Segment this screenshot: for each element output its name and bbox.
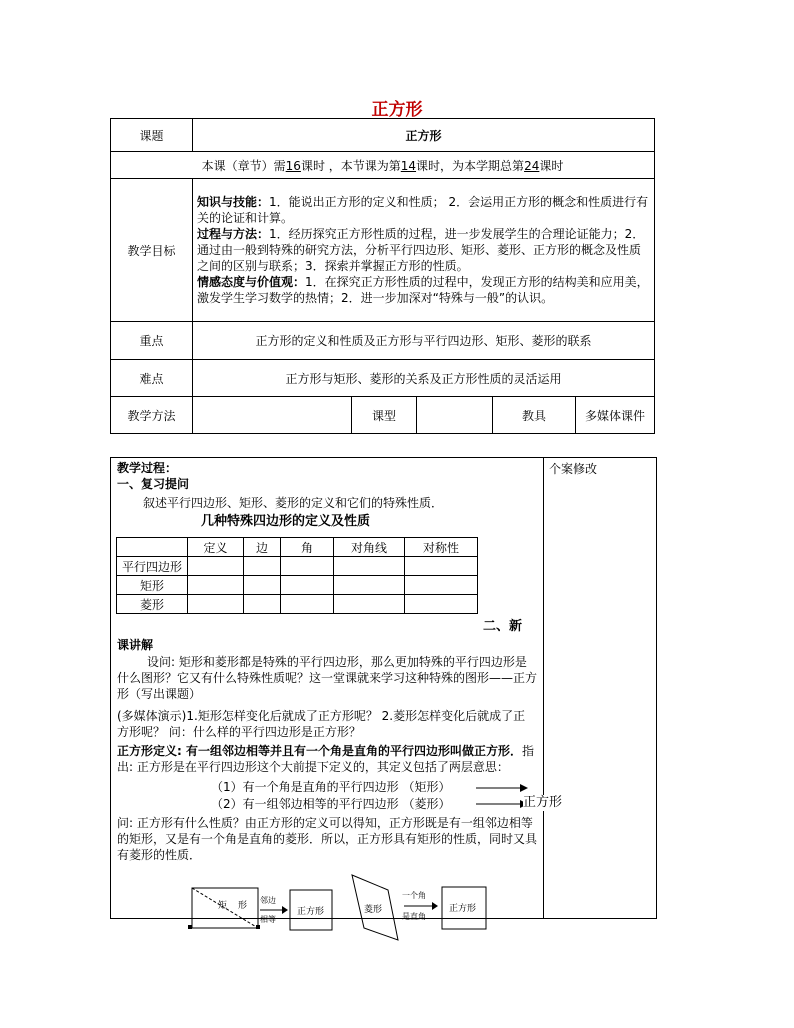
- quadrilateral-table: [116, 537, 478, 614]
- document-title: 正方形: [371, 100, 423, 120]
- difficult-value: 正方形与矩形、菱形的关系及正方形性质的灵活运用: [193, 360, 655, 397]
- teaching-process-box: [110, 457, 657, 919]
- section2-heading-b: 课讲解: [117, 638, 154, 652]
- revision-note-label: 个案修改: [549, 462, 598, 476]
- key-value: 正方形的定义和性质及正方形与平行四边形、矩形、菱形的联系: [193, 322, 655, 360]
- transformation-diagram: [180, 870, 500, 945]
- property-paragraph: 问: 正方形有什么性质？由正方形的定义可以得知，正方形既是有一组邻边相等的矩形，又是有一个角是直角的菱形．所以，正方形具有矩形的性质，同时又具有菱形的性质．: [117, 816, 538, 862]
- question-paragraph: 设问: 矩形和菱形都是特殊的平行四边形，那么更加特殊的平行四边形是什么图形？它又有什么特殊性质呢？这一堂课就来学习这种特殊的图形——正方形（写出课题）: [117, 655, 538, 701]
- quad-header-empty: [117, 538, 188, 557]
- type-label: 课型: [352, 397, 417, 434]
- quad-header-symmetry: 对称性: [405, 538, 478, 557]
- square1-label: 正方形: [297, 907, 325, 917]
- objectives-text: 知识与技能：1．能说出正方形的定义和性质； 2．会运用正方形的概念和性质进行有关的论证和计算。 过程与方法：1．经历探究正方形性质的过程，进一步发展学生的合理论证能力；2．通过由一般到特殊的研究方法，分析平行四边形、矩形、菱形、正方形的概念及性质之间的区别与联系；3．探索并掌握正方形的性质。 情感态度与价值观：1．在探究正方形性质的过程中，发现正方形的结构美和应用美，激发学生学习数学的热情；2．进一步加深对“特殊与一般”的认识。: [193, 179, 655, 322]
- rectangle-to-square: [188, 888, 332, 930]
- square-label: 正方形: [523, 795, 563, 810]
- quad-header-angle: 角: [281, 538, 334, 557]
- rhombus-to-square: [352, 875, 486, 940]
- meaning-2: （2）有一组邻边相等的平行四边形 （菱形）: [211, 797, 451, 811]
- arrow2-top: 一个角: [402, 891, 426, 900]
- tools-label: 教具: [493, 397, 576, 434]
- objectives-label: 教学目标: [111, 179, 193, 322]
- difficult-label: 难点: [111, 360, 193, 397]
- quad-header-diagonal: 对角线: [334, 538, 405, 557]
- rect-char-1: 矩: [218, 901, 228, 911]
- arrow1-bottom: 相等: [260, 915, 276, 924]
- demo-paragraph: (多媒体演示)1.矩形怎样变化后就成了正方形呢？ 2.菱形怎样变化后就成了正方形呢？ 问：什么样的平行四边形是正方形？: [117, 709, 526, 739]
- section1-text: 叙述平行四边形、矩形、菱形的定义和它们的特殊性质．: [143, 496, 444, 510]
- quad-table-title: 几种特殊四边形的定义及性质: [201, 514, 371, 529]
- tools-value: 多媒体课件: [576, 397, 655, 434]
- key-label: 重点: [111, 322, 193, 360]
- quad-header-definition: 定义: [188, 538, 244, 557]
- quad-row-label: 菱形: [117, 595, 188, 614]
- meaning-1: （1）有一个角是直角的平行四边形 （矩形）: [211, 780, 451, 794]
- arrow2-bottom: 是直角: [402, 912, 426, 921]
- section1-heading: 一、复习提问: [117, 477, 190, 491]
- type-value: [417, 397, 493, 434]
- definition-paragraph: 正方形定义: 有一组邻边相等并且有一个角是直角的平行四边形叫做正方形．指出: 正方形是在平行四边形这个大前提下定义的，其定义包括了两层意思：: [117, 744, 534, 774]
- rhombus-label: 菱形: [364, 905, 383, 915]
- quad-row-label: 平行四边形: [117, 557, 188, 576]
- process-heading: 教学过程：: [117, 461, 178, 475]
- rect-char-2: 形: [238, 901, 248, 911]
- column-divider: [543, 458, 544, 918]
- section2-heading-a: 二、新: [483, 619, 523, 634]
- lesson-info-table: [110, 118, 655, 434]
- method-label: 教学方法: [111, 397, 193, 434]
- topic-value: 正方形: [193, 119, 655, 152]
- topic-label: 课题: [111, 119, 193, 152]
- square2-label: 正方形: [449, 904, 477, 914]
- hours-line: 本课（章节）需16课时 ，本节课为第14课时，为本学期总第24课时: [111, 152, 655, 179]
- quad-header-side: 边: [244, 538, 281, 557]
- method-value: [193, 397, 352, 434]
- arrow1-top: 邻边: [260, 896, 276, 905]
- quad-row-label: 矩形: [117, 576, 188, 595]
